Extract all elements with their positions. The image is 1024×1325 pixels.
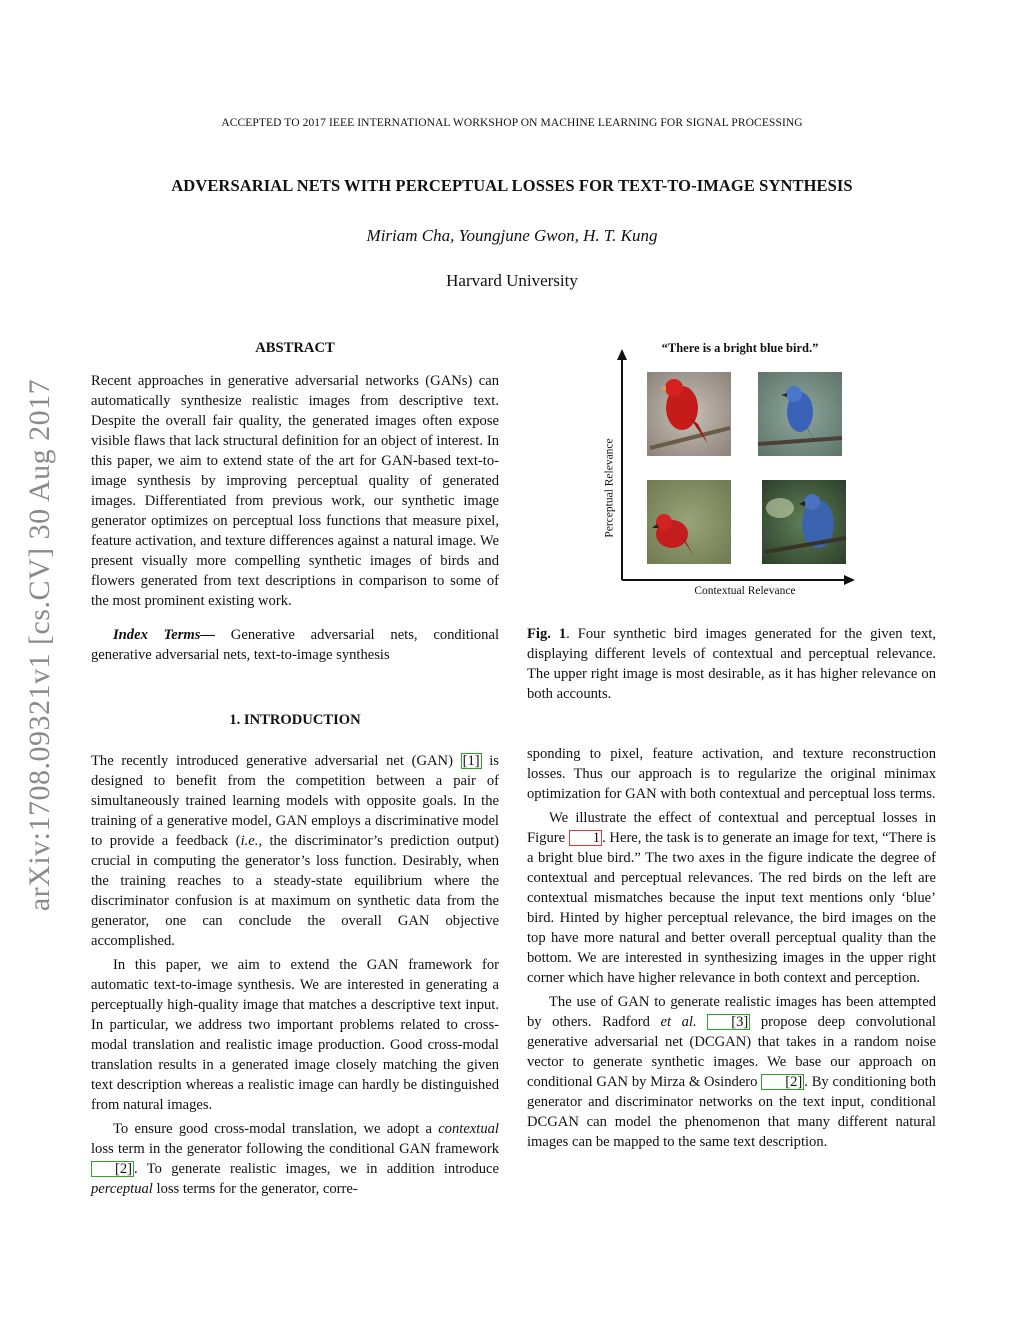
right-paragraph-3: The use of GAN to generate realistic images has been attempted by others. Radford et al. [3] propose deep convolutional generative adversarial net (DCGAN) that takes in a random noise vector to generate synthetic images. We base our approach on conditional GAN by Mirza & Osindero [2] . By conditioning both generator and discriminator networks on the text input, conditional DCGAN can model the phenomenon that many different natural images can be mapped to the same text description. <box>527 994 936 1150</box>
abstract-heading: ABSTRACT <box>255 340 335 356</box>
running-header: ACCEPTED TO 2017 IEEE INTERNATIONAL WORKSHOP ON MACHINE LEARNING FOR SIGNAL PROCESSING <box>221 117 803 129</box>
x-axis-arrow-icon <box>844 575 855 585</box>
arxiv-stamp <box>20 345 60 945</box>
bird-image-top-left-red <box>647 372 731 456</box>
bird-image-bottom-right-blue <box>762 480 846 564</box>
index-terms <box>91 625 499 665</box>
abstract-text: Recent approaches in generative adversarial networks (GANs) can automatically synthesize realistic images from descriptive text. Despite the overall fair quality, the generated images often expose visible flaws that lack structural definition for an object of interest. In this paper, we aim to extend state of the art for GAN-based text-to-image synthesis by improving perceptual quality of generated images. Differentiated from previous work, our synthetic image generator optimizes on perceptual loss functions that measure pixel, feature activation, and texture differences against a natural image. We present visually more compelling synthetic images of birds and flowers generated from text descriptions in comparison to some of the most prominent existing work. <box>91 373 499 609</box>
citation-1-link[interactable]: [1] <box>462 753 480 769</box>
abstract-section <box>91 338 499 665</box>
caption-label: Fig. 1 <box>527 626 567 642</box>
author-list: Miriam Cha, Youngjune Gwon, H. T. Kung <box>366 226 658 245</box>
arxiv-id: arXiv:1708.09321v1 [cs.CV] 30 Aug 2017 <box>23 378 57 912</box>
intro-paragraph-3: To ensure good cross-modal translation, we adopt a contextual loss term in the generator following the conditional GAN framework [2] . To generate realistic images, we in addition introduce perceptual loss terms for the generator, corre- <box>91 1121 499 1197</box>
y-axis-label: Perceptual Relevance <box>604 438 617 538</box>
bird-image-top-right-blue <box>758 372 842 456</box>
figure-quote: “There is a bright blue bird.” <box>661 341 819 355</box>
caption-text: . Four synthetic bird images generated for the given text, displaying different levels of contextual and perceptual relevance. The upper right image is most desirable, as it has higher relevance on both accounts. <box>527 626 936 702</box>
introduction-heading: 1. INTRODUCTION <box>229 712 361 728</box>
intro-paragraph-1: The recently introduced generative adversarial net (GAN) [1] is designed to benefit from the competition between a pair of simultaneously trained learning models with opposite goals. In the training of a generative model, GAN employs a discriminative model to provide a feedback (i.e., the discriminator’s prediction output) crucial in computing the generator’s loss function. Desirably, when the training reaches to a steady-state equilibrium where the discriminator confusion is at maximum on synthetic data from the generator, one can conclude the overall GAN objective accomplished. <box>91 753 499 949</box>
figure-axes <box>590 338 890 603</box>
y-axis-arrow-icon <box>617 349 627 360</box>
x-axis-label: Contextual Relevance <box>694 585 796 597</box>
intro-paragraph-2: In this paper, we aim to extend the GAN framework for automatic text-to-image synthesis. We are interested in generating a perceptually high-quality image that matches a descriptive text input. In particular, we address two important problems related to cross-modal translation and realistic image production. Good cross-modal translation results in a generated image closely matching the given text description whereas a realistic image can hardly be distinguished from natural images. <box>91 957 499 1113</box>
figure-1 <box>590 338 890 603</box>
bird-image-bottom-left-red <box>647 480 731 564</box>
figure-caption <box>527 624 936 704</box>
paper-title: ADVERSARIAL NETS WITH PERCEPTUAL LOSSES FOR TEXT-TO-IMAGE SYNTHESIS <box>171 176 853 195</box>
citation-3-link[interactable]: [3] <box>707 1014 750 1030</box>
figure-1-link[interactable]: 1 <box>569 830 602 846</box>
affiliation: Harvard University <box>446 271 578 290</box>
right-paragraph-1: sponding to pixel, feature activation, and texture reconstruction losses. Thus our approach is to regularize the original minimax optimization for GAN with both contextual and perceptual loss terms. <box>527 746 936 802</box>
introduction-section <box>91 710 499 1199</box>
right-column-text <box>527 744 936 1152</box>
index-terms-label: Index Terms— <box>113 627 216 643</box>
index-terms-text: Generative adversarial nets, conditional generative adversarial nets, text-to-image synthesis <box>91 627 499 663</box>
citation-2-link[interactable]: [2] <box>91 1161 134 1177</box>
citation-2-link-right[interactable]: [2] <box>761 1074 804 1090</box>
right-paragraph-2: We illustrate the effect of contextual and perceptual losses in Figure 1 . Here, the task is to generate an image for text, “There is a bright blue bird.” The two axes in the figure indicate the degree of contextual and perceptual relevances. The red birds on the left are contextual mismatches because the input text mentions only ‘blue’ bird. Hinted by higher perceptual relevance, the bird images on the top have more natural and better overall perceptual quality than the bottom. We are interested in synthesizing images in the upper right corner which have higher relevance in both context and perception. <box>527 810 936 986</box>
y-axis-label-wrap <box>598 418 622 558</box>
